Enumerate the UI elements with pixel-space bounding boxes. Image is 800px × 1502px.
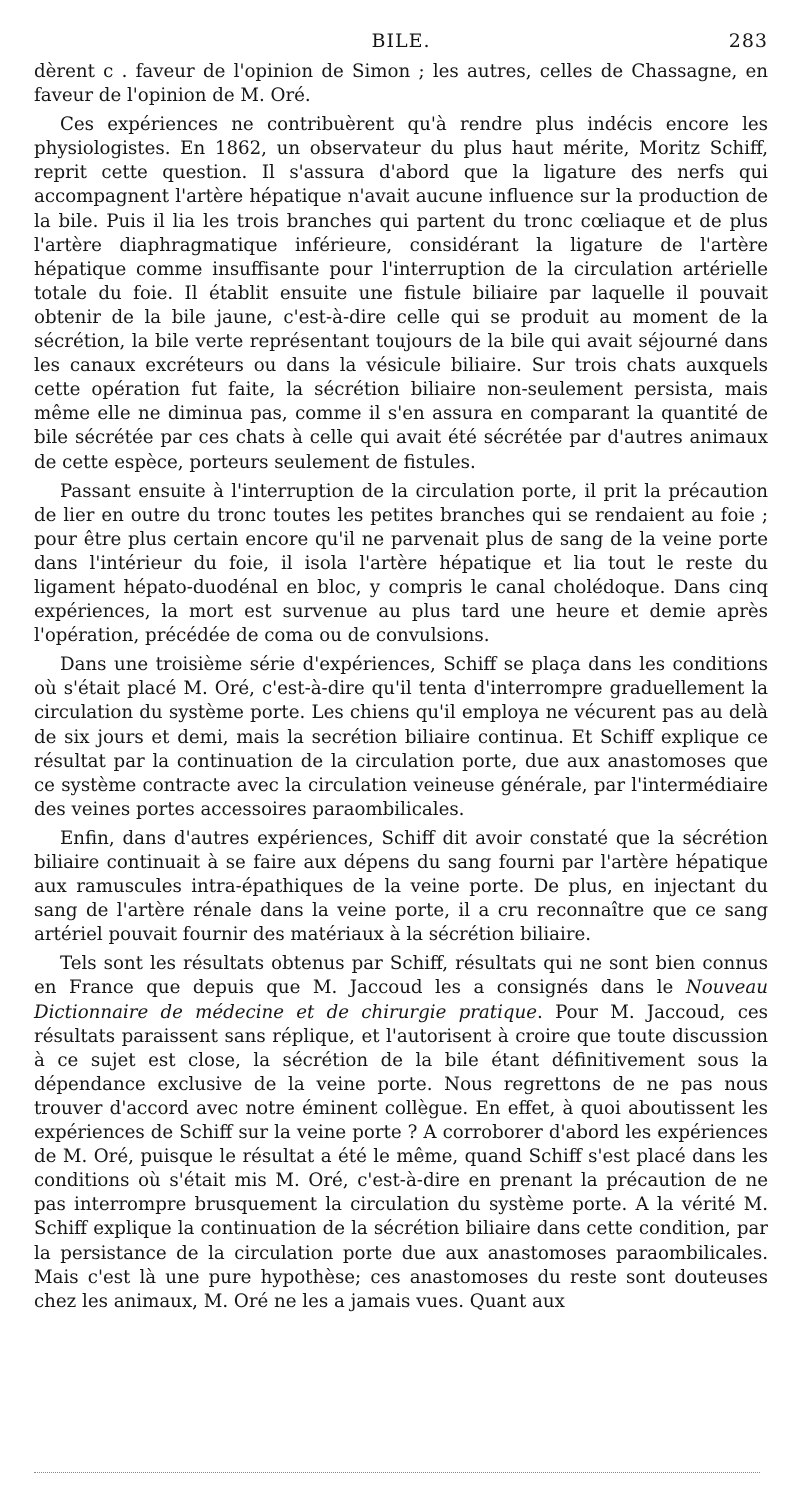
page-number: 283: [728, 30, 768, 52]
paragraph-text: Tels sont les résultats obtenus par Schiff, résultats qui ne sont bien connus en France que depuis que M. Jaccoud les a consignés dans le: [34, 953, 768, 999]
paragraph: Ces expériences ne contribuèrent qu'à rendre plus indécis encore les physiologistes. En 1862, un observateur du plus haut mérite, Moritz Schiff, reprit cette question. Il s'assura d'abord que la ligature des nerfs qui accompagnent l'artère hépatique n'avait aucune influence sur la production de la bile. Puis il lia les trois branches qui partent du tronc cœliaque et de plus l'artère diaphragmatique inférieure, considérant la ligature de l'artère hépatique comme insuffisante pour l'interruption de la circulation artérielle totale du foie. Il établit ensuite une fistule biliaire par laquelle il pouvait obtenir de la bile jaune, c'est-à-dire celle qui se produit au moment de la sécrétion, la bile verte représentant toujours de la bile qui avait séjourné dans les canaux excréteurs ou dans la vésicule biliaire. Sur trois chats auxquels cette opération fut faite, la sécrétion biliaire non-seulement persista, mais même elle ne diminua pas, comme il s'en assura en comparant la quantité de bile sécrétée par ces chats à celle qui avait été sécrétée par d'autres animaux de cette espèce, porteurs seulement de fistules.: [34, 114, 768, 473]
paragraph: Passant ensuite à l'interruption de la circulation porte, il prit la précaution de lier en outre du tronc toutes les petites branches qui se rendaient au foie ; pour être plus certain encore qu'il ne parvenait plus de sang de la veine porte dans l'intérieur du foie, il isola l'artère hépatique et lia tout le reste du ligament hépato-duodénal en bloc, y compris le canal cholédoque. Dans cinq expériences, la mort est survenue au plus tard une heure et demie après l'opération, précédée de coma ou de convulsions.: [34, 480, 768, 647]
paragraph: [34, 952, 768, 1313]
book-title-italic: Nouveau Dictionnaire de médecine et de chirurgie pratique: [34, 977, 768, 1023]
paragraph-continuation: dèrent c . faveur de l'opinion de Simon ; les autres, celles de Chassagne, en faveur de l'opinion de M. Oré.: [34, 61, 768, 107]
running-title: BILE.: [371, 30, 431, 52]
running-header: [34, 30, 768, 54]
footer-dotted-rule: [34, 1472, 760, 1474]
paragraph: Enfin, dans d'autres expériences, Schiff dit avoir constaté que la sécrétion biliaire continuait à se faire aux dépens du sang fourni par l'artère hépatique aux ramuscules intra-épathiques de la veine porte. De plus, en injectant du sang de l'artère rénale dans la veine porte, il a cru reconnaître que ce sang artériel pouvait fournir des matériaux à la sécrétion biliaire.: [34, 827, 768, 946]
paragraph: Dans une troisième série d'expériences, Schiff se plaça dans les conditions où s'était placé M. Oré, c'est-à-dire qu'il tenta d'interrompre graduellement la circulation du système porte. Les chiens qu'il employa ne vécurent pas au delà de six jours et demi, mais la secrétion biliaire continua. Et Schiff explique ce résultat par la continuation de la circulation porte, due aux anastomoses que ce système contracte avec la circulation veineuse générale, par l'intermédiaire des veines portes accessoires paraombilicales.: [34, 654, 768, 820]
paragraph-text: . Pour M. Jaccoud, ces résultats paraissent sans réplique, et l'autorisent à croire que toute discussion à ce sujet est close, la sécrétion de la bile étant définitivement sous la dépendance exclusive de la veine porte. Nous regrettons de ne pas nous trouver d'accord avec notre éminent collègue. En effet, à quoi aboutissent les expériences de Schiff sur la veine porte ? A corroborer d'abord les expériences de M. Oré, puisque le résultat a été le même, quand Schiff s'est placé dans les conditions où s'était mis M. Oré, c'est-à-dire en prenant la précaution de ne pas interrompre brusquement la circulation du système porte. A la vérité M. Schiff explique la continuation de la sécrétion biliaire dans cette condition, par la persistance de la circulation porte due aux anastomoses paraombilicales. Mais c'est là une pure hypothèse; ces anastomoses du reste sont douteuses chez les animaux, M. Oré ne les a jamais vues. Quant aux: [34, 1001, 769, 1312]
body-text: [34, 60, 768, 1319]
